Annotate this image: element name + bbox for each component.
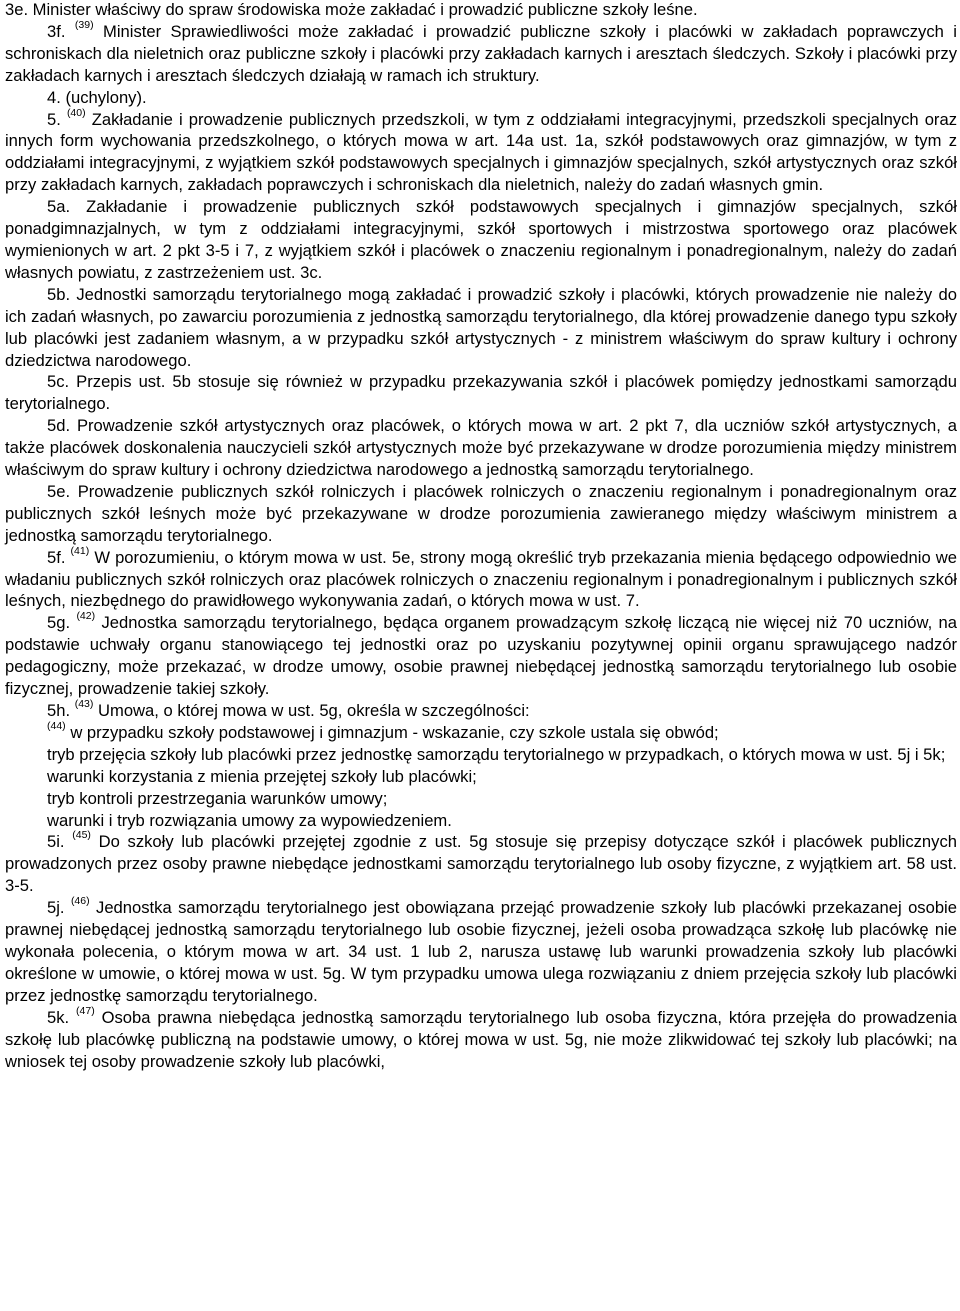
paragraph-3e: [5, 0, 957, 21]
paragraph-3e-text: 3e. Minister właściwy do spraw środowiska może zakładać i prowadzić publiczne szkoły leśne.: [5, 0, 698, 19]
enumerated-list: [5, 719, 957, 832]
paragraph-3f-label: 3f.: [47, 21, 66, 41]
paragraph-5h-label: 5h.: [47, 701, 71, 720]
paragraph-5f-text: W porozumieniu, o którym mowa w ust. 5e, strony mogą określić tryb przekazania mienia będącego odpowiednio we władaniu publicznych szkół rolniczych oraz placówek rolniczych o znaczeniu regionalnym i ponadregionalnym i publicznych szkół leśnych, niezbędnego do prawidłowego wykonywania zadań, o których mowa w ust. 7.: [5, 547, 957, 611]
list-item: [5, 788, 957, 810]
footnote-ref-42: (42): [76, 610, 96, 623]
footnote-ref-46: (46): [70, 895, 90, 908]
paragraph-5g: [5, 612, 957, 700]
list-item: [5, 766, 957, 788]
paragraph-5b-text: 5b. Jednostki samorządu terytorialnego mogą zakładać i prowadzić szkoły i placówki, których prowadzenie nie należy do ich zadań własnych, po zawarciu porozumienia z jednostką samorządu terytorialnego, dla której prowadzenie danego typu szkoły lub placówki jest zadaniem własnym, a w przypadku szkół artystycznych - z ministrem właściwym do spraw kultury i ochrony dziedzictwa narodowego.: [5, 284, 957, 370]
paragraph-5i-label: 5i.: [47, 832, 65, 852]
paragraph-5k: [5, 1004, 957, 1073]
paragraph-5g-text: Jednostka samorządu terytorialnego, będąca organem prowadzącym szkołę liczącą nie więcej niż 70 uczniów, na podstawie uchwały organu stanowiącego tej jednostki oraz po uzyskaniu pozytywnej opinii organu sprawującego nadzór pedagogiczny, może przekazać, w drodze umowy, osobie prawnej niebędącej jednostką samorządu terytorialnego lub osobie fizycznej, prowadzenie takiej szkoły.: [5, 613, 957, 699]
paragraph-5j: [5, 897, 957, 1007]
list-item-number: [5, 766, 47, 788]
list-item-text: warunki korzystania z mienia przejętej szkoły lub placówki;: [47, 766, 477, 786]
footnote-ref-39: (39): [74, 18, 94, 31]
list-item-number: [5, 722, 47, 744]
paragraph-5b: [5, 284, 957, 372]
footnote-ref-41: (41): [70, 544, 90, 557]
list-item: [5, 719, 957, 744]
footnote-ref-43: (43): [74, 698, 94, 710]
document-page: [5, 0, 957, 1072]
list-item-number: [5, 788, 47, 810]
list-item-text: tryb przejęcia szkoły lub placówki przez jednostkę samorządu terytorialnego w przypadkach, o których mowa w ust. 5j i 5k;: [47, 744, 946, 764]
paragraph-5g-label: 5g.: [47, 613, 71, 633]
paragraph-5i-text: Do szkoły lub placówki przejętej zgodnie z ust. 5g stosuje się przepisy dotyczące szkół i placówek publicznych prowadzonych przez osoby prawne niebędące jednostkami samorządu terytorialnego lub osoby fizyczne, z wyjątkiem art. 58 ust. 3-5.: [5, 832, 957, 896]
footnote-ref-44: (44): [47, 719, 66, 732]
paragraph-5a: [5, 196, 957, 284]
paragraph-5e-text: 5e. Prowadzenie publicznych szkół rolniczych i placówek rolniczych o znaczeniu regionalnym i ponadregionalnym oraz publicznych szkół leśnych może być przekazywane w drodze porozumienia zawieranego między właściwym ministrem a jednostką samorządu terytorialnego.: [5, 481, 957, 545]
paragraph-4-text: 4. (uchylony).: [47, 87, 147, 107]
paragraph-5: [5, 106, 957, 197]
footnote-ref-45: (45): [72, 829, 91, 842]
paragraph-5f-label: 5f.: [47, 547, 66, 567]
paragraph-5i: [5, 831, 957, 897]
list-item: [5, 810, 957, 832]
paragraph-5e: [5, 481, 957, 547]
paragraph-5a-text: 5a. Zakładanie i prowadzenie publicznych szkół podstawowych specjalnych i gimnazjów specjalnych, szkół ponadgimnazjalnych, w tym z oddziałami integracyjnymi, szkół sportowych i mistrzostwa sportowego oraz placówek wymienionych w art. 2 pkt 3-5 i 7, z wyjątkiem szkół i placówek o znaczeniu regionalnym i ponadregionalnym, należy do zadań własnych powiatu, z zastrzeżeniem ust. 3c.: [5, 197, 957, 282]
paragraph-5h-text: Umowa, o której mowa w ust. 5g, określa w szczególności:: [98, 701, 530, 720]
footnote-ref-47: (47): [76, 1004, 95, 1017]
paragraph-5k-label: 5k.: [47, 1007, 70, 1027]
paragraph-5d-text: 5d. Prowadzenie szkół artystycznych oraz placówek, o których mowa w art. 2 pkt 7, dla uczniów szkół artystycznych, a także placówek doskonalenia nauczycieli szkół artystycznych może być przekazywane w drodze porozumienia między ministrem właściwym do spraw kultury i ochrony dziedzictwa narodowego a jednostką samorządu terytorialnego.: [5, 416, 957, 480]
paragraph-5c: [5, 371, 957, 415]
paragraph-5j-text: Jednostka samorządu terytorialnego jest obowiązana przejąć prowadzenie szkoły lub placówki przekazanej osobie prawnej niebędącej jednostką samorządu terytorialnego lub osobie fizycznej, jeżeli osoba prowadząca szkołę lub placówkę nie wykonała polecenia, o którym mowa w art. 34 ust. 1 lub 2, narusza ustawę lub warunki prowadzenia szkoły lub placówki określone w umowie, o której mowa w ust. 5g. W tym przypadku umowa ulega rozwiązaniu z dniem przejęcia szkoły lub placówki przez jednostkę samorządu terytorialnego.: [5, 898, 957, 1005]
paragraph-5-text: Zakładanie i prowadzenie publicznych przedszkoli, w tym z oddziałami integracyjnymi, przedszkoli specjalnych oraz innych form wychowania przedszkolnego, o których mowa w art. 14a ust. 1a, szkół podstawowych oraz gimnazjów, w tym z oddziałami integracyjnymi, z wyjątkiem szkół podstawowych specjalnych i gimnazjów specjalnych, szkół artystycznych oraz szkół przy zakładach karnych, zakładach poprawczych i schroniskach dla nieletnich, należy do zadań własnych gmin.: [5, 109, 957, 195]
paragraph-5d: [5, 415, 957, 481]
list-item-number: [5, 744, 47, 766]
paragraph-5f: [5, 544, 957, 613]
list-item-text: warunki i tryb rozwiązania umowy za wypowiedzeniem.: [47, 810, 452, 830]
list-item-number: [5, 810, 47, 832]
footnote-ref-40: (40): [66, 106, 86, 119]
paragraph-5c-text: 5c. Przepis ust. 5b stosuje się również w przypadku przekazywania szkół i placówek pomiędzy jednostkami samorządu terytorialnego.: [5, 372, 957, 414]
paragraph-5k-text: Osoba prawna niebędąca jednostką samorządu terytorialnego lub osoba fizyczna, która przejęła do prowadzenia szkołę lub placówkę publiczną na podstawie umowy, o której mowa w ust. 5g, nie może zlikwidować tej szkoły lub placówki; na wniosek tej osoby prowadzenie szkoły lub placówki,: [5, 1007, 957, 1071]
paragraph-3f: [5, 18, 957, 87]
paragraph-3f-text: Minister Sprawiedliwości może zakładać i prowadzić publiczne szkoły i placówki w zakładach poprawczych i schroniskach dla nieletnich oraz publiczne szkoły i placówki przy zakładach karnych i aresztach śledczych. Szkoły i placówki przy zakładach karnych i aresztach śledczych działają w ramach ich struktury.: [5, 21, 957, 85]
paragraph-5-label: 5.: [47, 109, 61, 129]
list-item: [5, 744, 957, 766]
paragraph-4: [5, 87, 957, 109]
paragraph-5h: [5, 700, 957, 722]
list-item-text: w przypadku szkoły podstawowej i gimnazjum - wskazanie, czy szkole ustala się obwód;: [70, 722, 719, 742]
list-item-text: tryb kontroli przestrzegania warunków umowy;: [47, 788, 388, 808]
paragraph-5j-label: 5j.: [47, 898, 65, 918]
